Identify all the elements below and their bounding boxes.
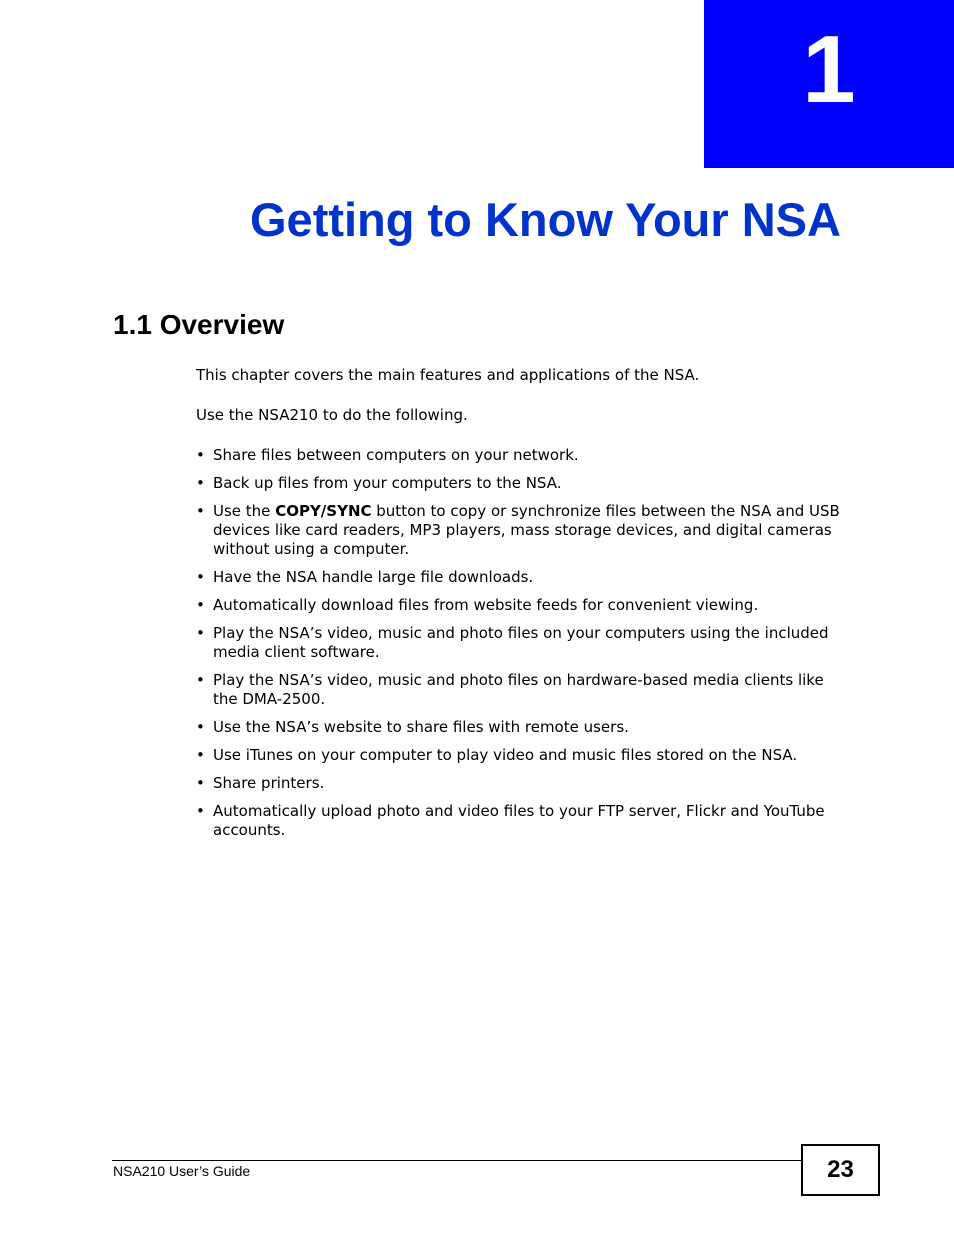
footer-divider: [112, 1160, 802, 1161]
list-item: [196, 502, 846, 559]
bullet-icon: •: [196, 671, 205, 689]
copy-sync-button-name: COPY/SYNC: [275, 502, 372, 520]
bullet-icon: •: [196, 624, 205, 642]
bullet-icon: •: [196, 774, 205, 792]
list-item: [196, 671, 846, 709]
bullet-icon: •: [196, 746, 205, 764]
list-item-text-pre: Use the: [213, 502, 276, 520]
list-item: [196, 596, 846, 615]
bullet-icon: •: [196, 502, 205, 520]
bullet-icon: •: [196, 474, 205, 492]
intro-paragraph: This chapter covers the main features and applications of the NSA.: [196, 366, 700, 384]
list-item-text: Share printers.: [213, 774, 325, 792]
list-item-text: Use iTunes on your computer to play video and music files stored on the NSA.: [213, 746, 798, 764]
bullet-icon: •: [196, 596, 205, 614]
list-item-text: Have the NSA handle large file downloads.: [213, 568, 534, 586]
intro-paragraph-2: Use the NSA210 to do the following.: [196, 406, 468, 424]
footer-guide-title: NSA210 User’s Guide: [113, 1163, 251, 1179]
list-item-text: Back up files from your computers to the NSA.: [213, 474, 562, 492]
page-number: 23: [827, 1156, 854, 1183]
bullet-icon: •: [196, 446, 205, 464]
list-item: [196, 446, 846, 465]
list-item-text: Share files between computers on your network.: [213, 446, 579, 464]
bullet-icon: •: [196, 802, 205, 820]
list-item: [196, 568, 846, 587]
chapter-number: 1: [802, 16, 856, 123]
chapter-title: Getting to Know Your NSA: [250, 193, 841, 246]
section-heading: 1.1 Overview: [113, 309, 285, 340]
list-item: [196, 802, 846, 840]
list-item: [196, 774, 846, 793]
page-number-box: [801, 1144, 880, 1196]
list-item: [196, 624, 846, 662]
list-item: [196, 474, 846, 493]
list-item-text: Automatically download files from website feeds for convenient viewing.: [213, 596, 759, 614]
feature-list: [196, 446, 846, 840]
list-item: [196, 718, 846, 737]
list-item: [196, 746, 846, 765]
chapter-number-box: [704, 0, 954, 168]
list-item-text-post: button to copy or synchronize files between the NSA and USB devices like card readers, MP3 players, mass storage devices, and digital cameras without using a computer.: [213, 502, 840, 558]
list-item-text: Play the NSA’s video, music and photo files on hardware-based media clients like the DMA-2500.: [213, 671, 824, 708]
overview-content: [196, 366, 846, 849]
list-item-text: Use the NSA’s website to share files with remote users.: [213, 718, 629, 736]
list-item-text: Play the NSA’s video, music and photo files on your computers using the included media client software.: [213, 624, 829, 661]
list-item-text: Automatically upload photo and video files to your FTP server, Flickr and YouTube accounts.: [213, 802, 825, 839]
bullet-icon: •: [196, 718, 205, 736]
bullet-icon: •: [196, 568, 205, 586]
